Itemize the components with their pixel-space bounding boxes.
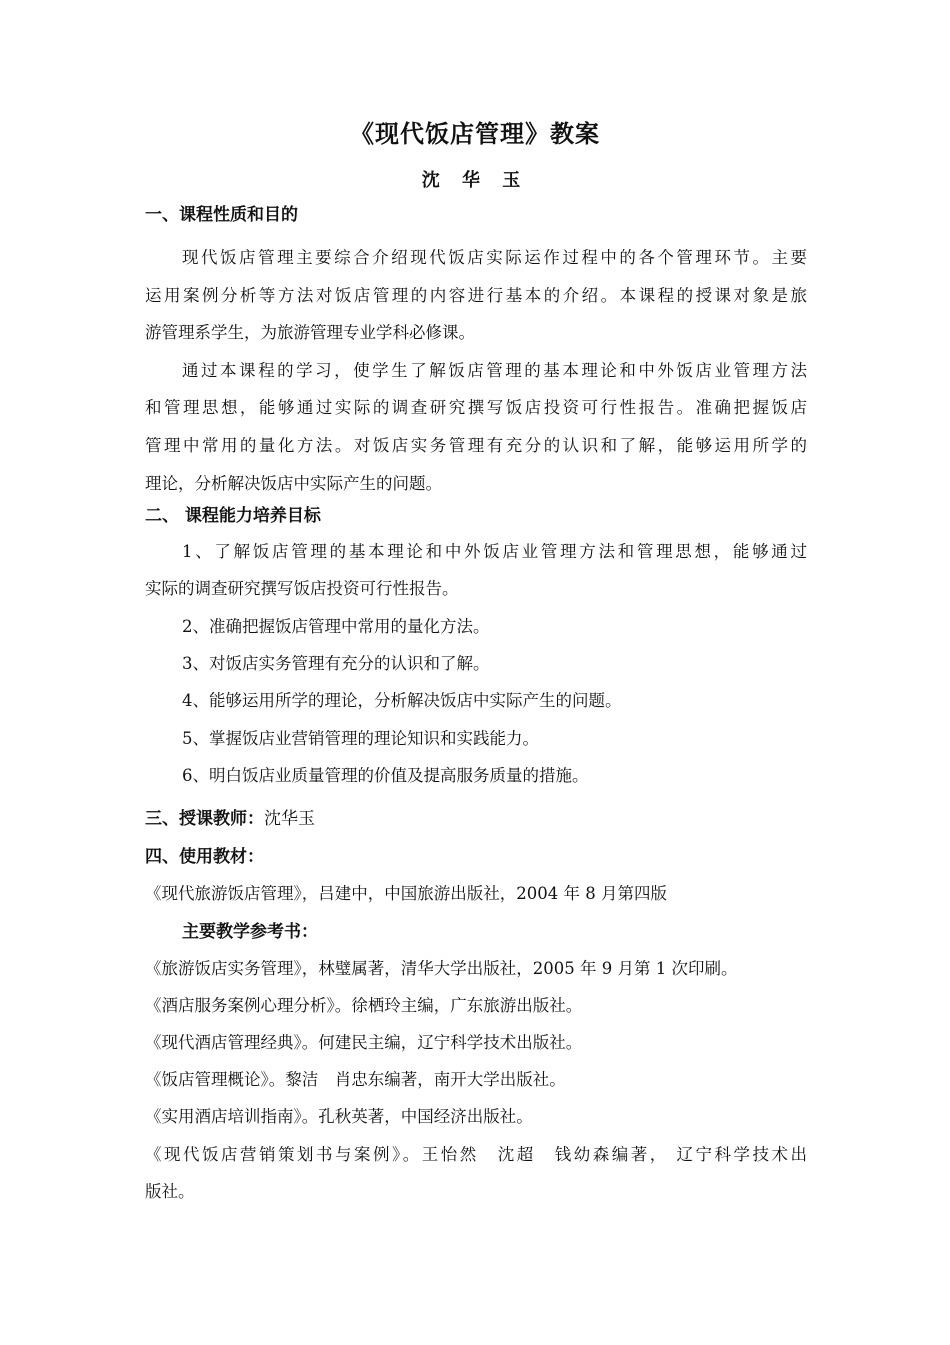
- goal-item: 6、明白饭店业质量管理的价值及提高服务质量的措施。: [182, 766, 589, 785]
- textbook-entry: 《现代旅游饭店管理》，吕建中，中国旅游出版社，2004 年 8 月第四版: [145, 884, 667, 903]
- references-heading: 主要教学参考书：: [182, 922, 318, 942]
- reference-item: 《实用酒店培训指南》。孔秋英著，中国经济出版社。: [145, 1107, 533, 1126]
- reference-item: 《现代酒店管理经典》。何建民主编，辽宁科学技术出版社。: [145, 1033, 583, 1052]
- section-heading-nature: 一、课程性质和目的: [145, 205, 298, 225]
- paragraph-line: 理论，分析解决饭店中实际产生的问题。: [145, 474, 442, 493]
- paragraph-line: 运用案例分析等方法对饭店管理的内容进行基本的介绍。本课程的授课对象是旅: [145, 286, 807, 305]
- goal-item: 5、掌握饭店业营销管理的理论知识和实践能力。: [182, 729, 539, 748]
- paragraph-line: 游管理系学生，为旅游管理专业学科必修课。: [145, 323, 475, 342]
- section-heading-goals: 二、 课程能力培养目标: [145, 506, 321, 526]
- goal-item: 1、了解饭店管理的基本理论和中外饭店业管理方法和管理思想，能够通过: [182, 542, 807, 561]
- goal-item: 4、能够运用所学的理论，分析解决饭店中实际产生的问题。: [182, 691, 622, 710]
- paragraph-line: 和管理思想，能够通过实际的调查研究撰写饭店投资可行性报告。准确把握饭店: [145, 398, 807, 417]
- section-heading-textbook: 四、使用教材：: [145, 847, 264, 867]
- reference-item: 版社。: [145, 1182, 195, 1201]
- goal-item: 2、准确把握饭店管理中常用的量化方法。: [182, 617, 490, 636]
- teacher-name: 沈华玉: [264, 809, 315, 829]
- goal-item: 3、对饭店实务管理有充分的认识和了解。: [182, 654, 490, 673]
- document-author: 沈 华 玉: [421, 170, 529, 191]
- reference-item: 《旅游饭店实务管理》，林璧属著，清华大学出版社，2005 年 9 月第 1 次印刷。: [145, 959, 738, 978]
- reference-item: 《饭店管理概论》。黎洁 肖忠东编著，南开大学出版社。: [145, 1070, 566, 1089]
- paragraph-line: 现代饭店管理主要综合介绍现代饭店实际运作过程中的各个管理环节。主要: [182, 248, 807, 267]
- section-heading-teacher: 三、授课教师：: [145, 809, 264, 829]
- section-teacher: [145, 807, 807, 831]
- document-title: 《现代饭店管理》教案: [350, 119, 600, 148]
- paragraph-line: 管理中常用的量化方法。对饭店实务管理有充分的认识和了解，能够运用所学的: [145, 436, 807, 455]
- reference-item: 《现代饭店营销策划书与案例》。王怡然 沈超 钱幼森编著， 辽宁科学技术出: [145, 1145, 807, 1164]
- goal-item: 实际的调查研究撰写饭店投资可行性报告。: [145, 579, 459, 598]
- reference-item: 《酒店服务案例心理分析》。徐栖玲主编，广东旅游出版社。: [145, 996, 583, 1015]
- paragraph-line: 通过本课程的学习，使学生了解饭店管理的基本理论和中外饭店业管理方法: [182, 361, 807, 380]
